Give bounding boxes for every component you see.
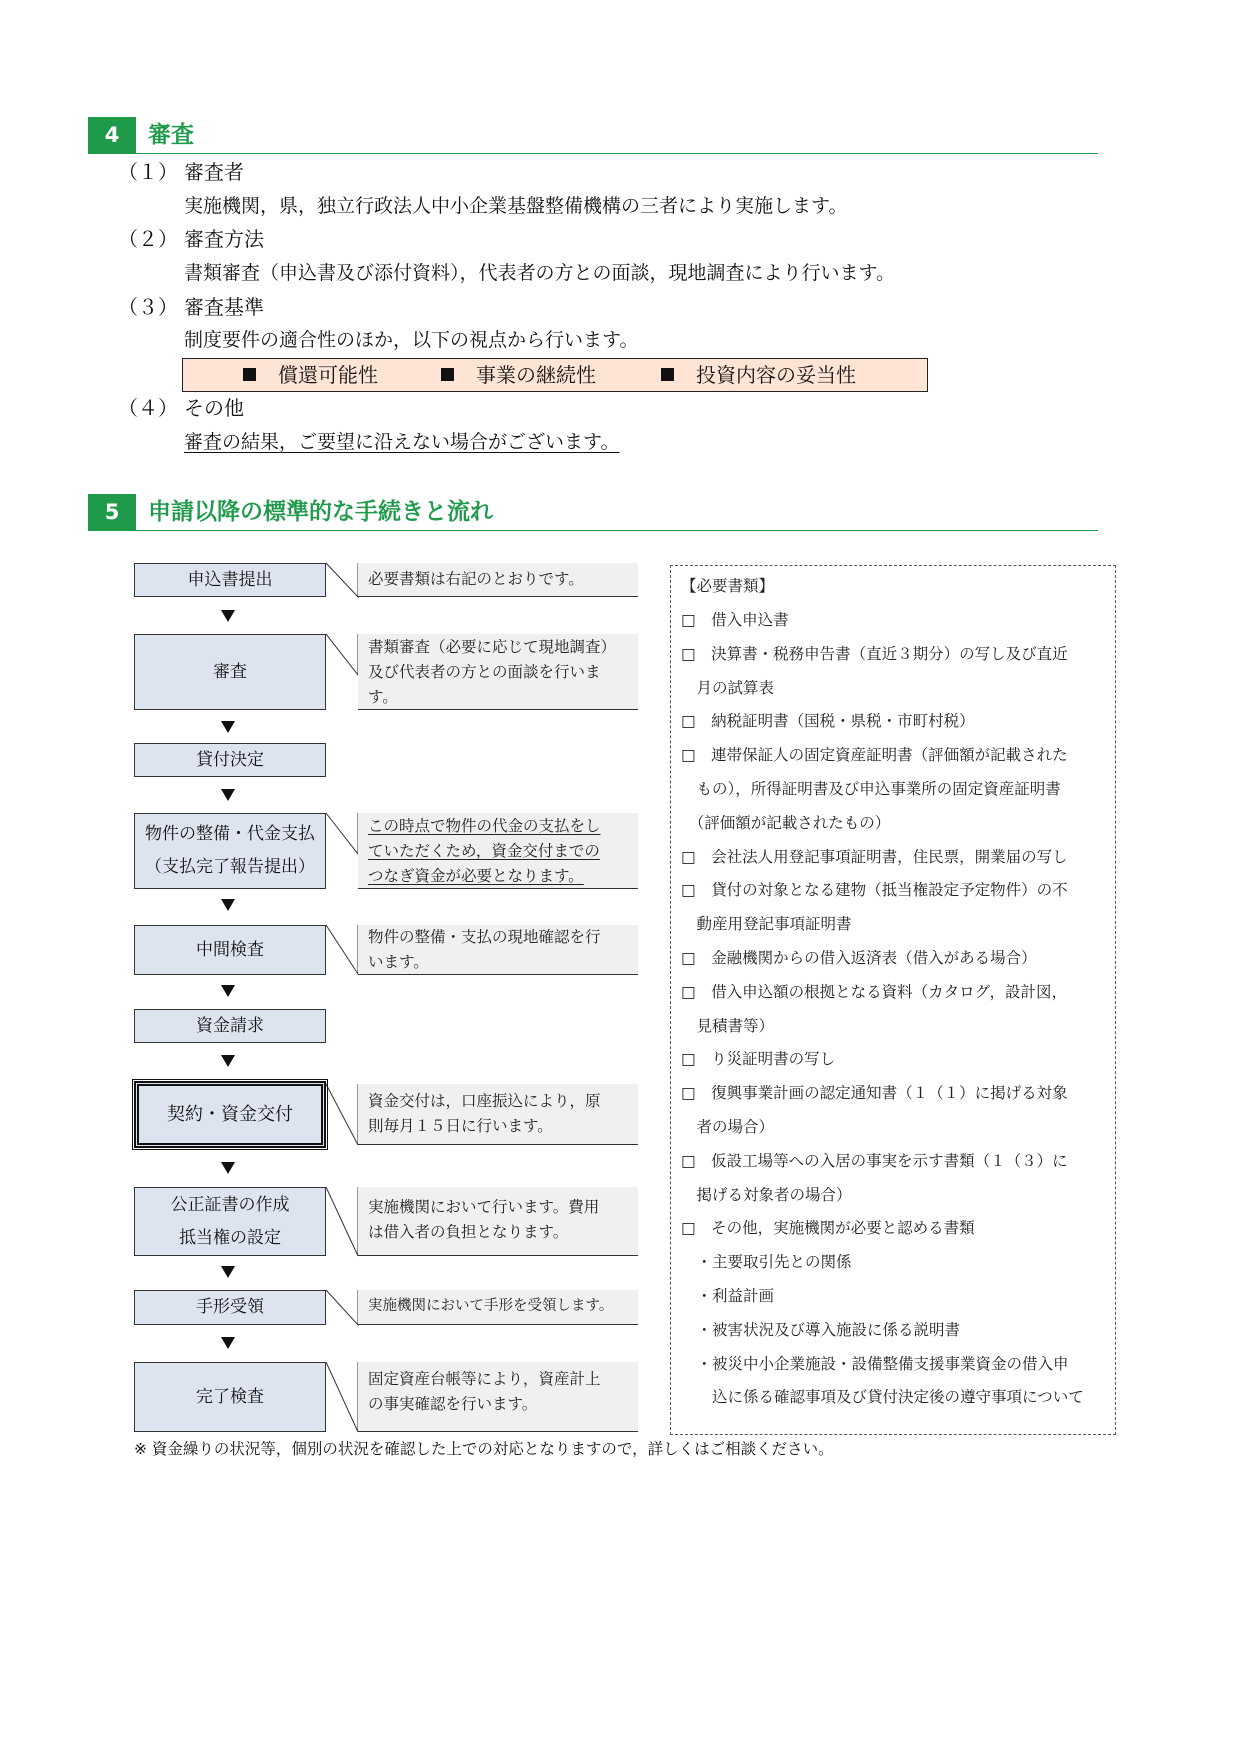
flow-note-purchase-payment: この時点で物件の代金の支払をし ていただくため，資金交付までの つなぎ資金が必要となります。 [358, 813, 638, 889]
required-document-line: ・被災中小企業施設・設備整備支援事業資金の借入申 [681, 1354, 1069, 1373]
down-arrow-icon [221, 985, 235, 997]
item-1-body: 実施機関，県，独立行政法人中小企業基盤整備機構の三者により実施します。 [184, 195, 848, 217]
down-arrow-icon [221, 721, 235, 733]
item-1-number: （１） [118, 160, 178, 184]
criteria-item: 事業の継続性 [441, 359, 596, 391]
required-documents-box [670, 565, 1116, 1435]
required-document-line: □ 復興事業計画の認定通知書（１（１）に掲げる対象 [681, 1084, 1068, 1103]
flow-step-completion-inspection: 完了検査 [134, 1362, 326, 1432]
flow-step-fund-request: 資金請求 [134, 1009, 326, 1043]
item-2-number: （２） [118, 227, 178, 251]
required-document-line: □ 連帯保証人の固定資産証明書（評価額が記載された [681, 746, 1068, 765]
down-arrow-icon [221, 1337, 235, 1349]
flow-note-interim-inspection: 物件の整備・支払の現地確認を行 います。 [358, 925, 638, 975]
required-document-line: 月の試算表 [681, 678, 775, 697]
down-arrow-icon [221, 1266, 235, 1278]
section-5-title: 申請以降の標準的な手続きと流れ [148, 499, 493, 525]
item-2-heading: 審査方法 [184, 227, 264, 251]
flow-step-bill-receipt: 手形受領 [134, 1290, 326, 1325]
required-document-line: ・利益計画 [681, 1287, 775, 1305]
section-4-title: 審査 [148, 122, 194, 148]
required-document-line: □ 借入申込書 [681, 611, 789, 629]
down-arrow-icon [221, 1162, 235, 1174]
item-4-heading: その他 [184, 396, 244, 420]
item-4-number: （４） [118, 396, 178, 420]
flow-note-bill-receipt: 実施機関において手形を受領します。 [358, 1290, 638, 1325]
flow-step-application: 申込書提出 [134, 563, 326, 597]
section-4-number: 4 [88, 117, 136, 153]
required-document-line: □ 会社法人用登記事項証明書，住民票，開業届の写し [681, 847, 1068, 866]
criteria-item: 投資内容の妥当性 [661, 359, 856, 391]
flow-note-completion-inspection: 固定資産台帳等により，資産計上 の事実確認を行います。 [358, 1362, 638, 1432]
required-document-line: □ 納税証明書（国税・県税・市町村税） [681, 712, 975, 731]
flow-note-notary-mortgage: 実施機関において行います。費用 は借入者の負担となります。 [358, 1187, 638, 1256]
item-2-body: 書類審査（申込書及び添付資料），代表者の方との面談，現地調査により行います。 [184, 262, 895, 284]
required-document-line: 込に係る確認事項及び貸付決定後の遵守事項について [681, 1388, 1084, 1407]
required-document-line: ・被害状況及び導入施設に係る説明書 [681, 1320, 961, 1339]
flow-step-loan-decision: 貸付決定 [134, 743, 326, 777]
required-document-line: 掲げる対象者の場合） [681, 1185, 852, 1204]
flow-note-contract-disbursement: 資金交付は，口座振込により，原 則毎月１５日に行います。 [358, 1084, 638, 1145]
required-document-line: □ 貸付の対象となる建物（抵当権設定予定物件）の不 [681, 881, 1068, 900]
down-arrow-icon [221, 789, 235, 801]
down-arrow-icon [221, 610, 235, 622]
item-1-heading: 審査者 [184, 160, 244, 184]
criteria-item: 償還可能性 [243, 359, 378, 391]
footnote: ※ 資金繰りの状況等，個別の状況を確認した上での対応となりますので，詳しくはご相談ください。 [134, 1440, 834, 1458]
flow-note-application: 必要書類は右記のとおりです。 [358, 563, 638, 597]
down-arrow-icon [221, 1055, 235, 1067]
item-3-heading: 審査基準 [184, 295, 264, 319]
required-document-line: □ 借入申込額の根拠となる資料（カタログ，設計図， [681, 982, 1068, 1001]
required-document-line: □ 金融機関からの借入返済表（借入がある場合） [681, 949, 1037, 967]
required-document-line: もの），所得証明書及び申込事業所の固定資産証明書 [681, 780, 1061, 798]
flow-step-notary-mortgage: 公正証書の作成 抵当権の設定 [134, 1187, 326, 1256]
required-document-line: □ 仮設工場等への入居の事実を示す書類（１（３）に [681, 1151, 1068, 1170]
flow-step-review: 審査 [134, 634, 326, 710]
flow-note-review: 書類審査（必要に応じて現地調査） 及び代表者の方との面談を行いま す。 [358, 634, 638, 710]
flow-step-interim-inspection: 中間検査 [134, 925, 326, 975]
required-document-line: 者の場合） [681, 1118, 775, 1136]
required-document-line: （評価額が記載されたもの） [681, 813, 891, 832]
item-3-body: 制度要件の適合性のほか，以下の視点から行います。 [184, 329, 639, 351]
required-document-line: □ り災証明書の写し [681, 1050, 836, 1069]
required-document-line: ・主要取引先との関係 [681, 1253, 852, 1272]
required-document-line: 見積書等） [681, 1016, 775, 1035]
item-4-body: 審査の結果，ご要望に沿えない場合がございます。 [184, 431, 620, 453]
required-document-line: □ 決算書・税務申告書（直近３期分）の写し及び直近 [681, 644, 1068, 663]
required-documents-title: 【必要書類】 [681, 577, 775, 595]
flow-step-purchase-payment: 物件の整備・代金支払 （支払完了報告提出） [134, 813, 326, 889]
down-arrow-icon [221, 899, 235, 911]
required-document-line: 動産用登記事項証明書 [681, 915, 852, 934]
section-5-number: 5 [88, 494, 136, 530]
item-3-number: （３） [118, 295, 178, 319]
flow-step-contract-disbursement: 契約・資金交付 [134, 1081, 326, 1148]
required-document-line: □ その他，実施機関が必要と認める書類 [681, 1219, 975, 1238]
